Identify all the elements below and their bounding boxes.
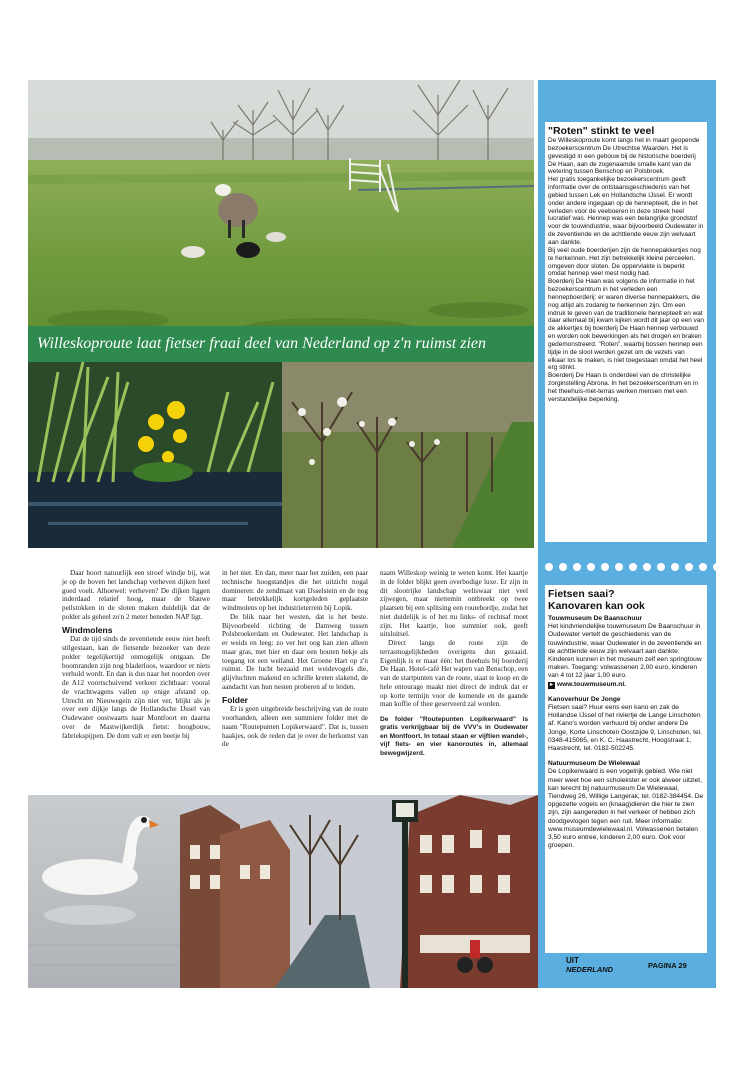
roten-text: De Willeskoproute komt langs het in maart geopende bezoekerscentrum De Utrechtse Waarden. Het is gevestigd in een gebouw bij de historische boerderij De Haan, aan de zogenaamde smalle kant van de wetering tussen Benschop en Polsbroek. Het gratis toegankelijke bezoekerscentrum geeft informatie over de ontstaansgeschiedenis van het gebied tussen Lek en Hollandsche IJssel. Er wordt onder andere ingegaan op de hennepteelt, die in het verleden voor de veeboeren in deze streek heel lucratief was. Hennep was een belangrijke grondstof voor de touwindustrie, waar bijvoorbeeld Oudewater in de zeventiende en de achttiende eeuw zijn welvaart aan dankte. Bij veel oude boerderijen zijn de hennepakkertjes nog te herkennen. Het zijn betrekkelijk kleine perceelen, omgeven door sloten. De oppervlakte is beperkt omdat hennep veel mest nodig had. Boerderij De Haan was volgens de informatie in het bezoekerscentrum in het verleden een hennepboerderij: er waren diverse hennepakkers, die nog altijd als zodanig te herkennen zijn. Om een indruk te geven van de traditionele hennepteelt en wat daar allemaal bij kwam kijken wordt dit jaar op een van de akkertjes bij boerderij De Haan hennep verbouwd en worden ook bewerkingen als het drogen en braken gedemonstreerd. "Roten", waarbij bossen hennep een tijdje in de sloot werden gezet om de vezels van elkaar los te maken, is niet toegestaan omdat het heel erg stinkt. Boerderij De Haan is onderdeel van de christelijke zorginstelling Abrona. In het bezoekerscentrum en in het theehuis-met-terras werken mensen met een verstandelijke beperking. — [548, 137, 705, 403]
article-column-2 — [222, 569, 368, 749]
swan-photo — [28, 795, 180, 988]
kanovaren-title-line1: Fietsen saai? — [548, 588, 615, 600]
kanoverhuur-text: Fietsen saai? Huur eens een kano en zak de Hollandse IJssel of het riviertje de Lange Linschoten af. Kano's worden verhuurd bij onder andere De Jonge, Korte Linschoten Oostzijde 9, Linschoten, tel. 0348-415065, en K. C. Haastrecht, Hoogstraat 1, Haastrecht, tel. 0182-502245. — [548, 704, 702, 753]
paragraph: Er is geen uitgebreide beschrijving van de route voorhanden, alleen een summiere folder met de naam "Routepunten Lopikerwaard". Dat is, tussen haakjes, ook de reden dat je over de herkomst van de — [222, 705, 368, 749]
paragraph: Daar hoort natuurlijk een stroef windje bij, wat je op de boven het landschap verheven dijken heel goed voelt. Alhoewel: verheven? De dijken liggen inderdaad relatief hoog, maar de blauwe peilstokken in de sloten maken duidelijk dat de polder als geheel zo'n 2 meter beneden NAP ligt. — [62, 569, 210, 621]
dot-divider — [545, 563, 738, 571]
folder-note: De folder "Routepunten Lopikerwaard" is gratis verkrijgbaar bij de VVV's in Oudewater en Montfoort. In totaal staan er vijftien wandel-, vijf fiets- en vier kanoroutes in, allemaal bewegwijzerd. — [380, 716, 528, 757]
touwmuseum-title: Touwmuseum De Baanschuur — [548, 615, 643, 622]
headline-banner: Willeskoproute laat fietser fraai deel van Nederland op z'n ruimst zien — [28, 326, 534, 362]
touwmuseum-link-row — [548, 681, 704, 689]
marsh-marigold-photo — [28, 362, 282, 548]
article-column-1 — [62, 569, 210, 740]
uit-nederland-logo: UIT NEDERLAND — [566, 956, 614, 974]
kanoverhuur-title: Kanoverhuur De Jonge — [548, 695, 621, 703]
paragraph: Direct langs de route zijn de terrasmogelijkheden overigens dun gezaaid. Eigenlijk is er maar één: het theehuis bij boerderij De Haan. Hotel-café Het wapen van Benschop, een van de startpunten van de route, staat te koop en de hele entourage maakt niet direct de indruk dat er op korte termijn voor de komende en de gaande man koffie of thee geserveerd zal worden. — [380, 639, 528, 709]
orchard-blossom-photo — [282, 362, 534, 548]
sheep-meadow-photo — [28, 80, 534, 362]
paragraph: naam Willeskop weinig te weten komt. Het kaartje in de folder blijkt geen overbodige luxe. Er zijn in dit slootrijke landschap weliswaar niet veel zijwegen, maar niettemin ontbreekt op twee plaatsen bij een splitsing een routebordje, zodat het niet duidelijk is of het nu links- of rechtsaf moet zijn. Het kaartje, hoe summier ook, geeft uitsluitsel. — [380, 569, 528, 639]
link-arrow-icon: ▸ — [549, 681, 553, 688]
kanovaren-title-line2: Kanovaren kan ook — [548, 600, 645, 612]
roten-title: "Roten" stinkt te veel — [548, 125, 655, 137]
touwmuseum-link[interactable]: www.touwmuseum.nl. — [557, 680, 626, 688]
kanovaren-box — [545, 585, 707, 953]
paragraph: Dat de tijd sinds de zeventiende eeuw niet heeft stilgestaan, kan de fietsende bezoeker van deze polder tegelijkertijd onmogelijk ontgaan. De boomranden zijn nog bladerloos, waardoor er niets verhuld wordt. En dan is dus naar het noorden over de A12 voortschuivend verkeer zichtbaar: vooral de vrachtwagens vallen op enige afstand op. Utrecht en Nieuwegein zijn niet ver, blijkt als je over een dijkje langs de Hollandsche IJssel van Oudewater oostwaarts naar Montfoort en daarna over de Mastwijkerdijk fietst: hoogbouw, fabriekspijpen. De dom valt er een beetje bij — [62, 635, 210, 740]
wielewaal-text: De Lopikerwaard is een vogelrijk gebied. Wie niet meer weet hoe een scholekster er ook alweer uitziet, kan terecht bij natuurmuseum De Wielewaal, Tiendweg 26, Willige Langerak, tel. 0182-384454. De opgezette vogels en (knaag)dieren die hier te zien zijn, zijn aangereden in het verkeer of hebben zich doodgevlogen tegen een ruit. Meer informatie: www.museumdewielewaal.nl. Volwassenen betalen 3,50 euro entree, kinderen 2,00 euro. Ook voor groepen. — [548, 768, 704, 850]
paragraph: De blik naar het westen, dat is het beste. Bijvoorbeeld richting de Damweg tussen Polsbroekerdam en Oudewater. Het landschap is er weids en leeg: zo ver het oog kan zien alleen maar gras, met hier en daar een houten hekje als toegang tot een weiland. Het Groene Hart op z'n ruimst. De lucht bezaaid met weidevogels die, glijvluchten makend en schrille kreten slakend, de aandacht van hun nesten proberen af te leiden. — [222, 612, 368, 691]
article-column-3 — [380, 569, 528, 758]
roten-box — [545, 122, 707, 542]
wielewaal-title: Natuurmuseum De Wielewaal — [548, 760, 640, 768]
canal-town-photo — [180, 795, 538, 988]
paragraph: in het niet. En dan, meer naar het zuiden, een paar technische hoogstandjes die het uitzicht nogal domineren: de zendmast van IJsselstein en de nog maar betrekkelijk kortgeleden geplaatste windmolens op het industrieterrein bij Lopik. — [222, 569, 368, 612]
subheading-folder: Folder — [222, 694, 248, 705]
page-number: PAGINA 29 — [648, 961, 687, 970]
subheading-windmolens: Windmolens — [62, 624, 113, 635]
touwmuseum-text: Het kindvriendelijke touwmuseum De Baanschuur in Oudewater vertelt de geschiedenis van de touwindustrie, waar Oudewater in de zeventiende en de achttiende eeuw zijn welvaart aan dankte. Kinderen kunnen in het museum zelf een springtouw maken. Toegang: volwassenen 2,00 euro, kinderen van 4 tot 12 jaar 1,00 euro. — [548, 623, 702, 680]
